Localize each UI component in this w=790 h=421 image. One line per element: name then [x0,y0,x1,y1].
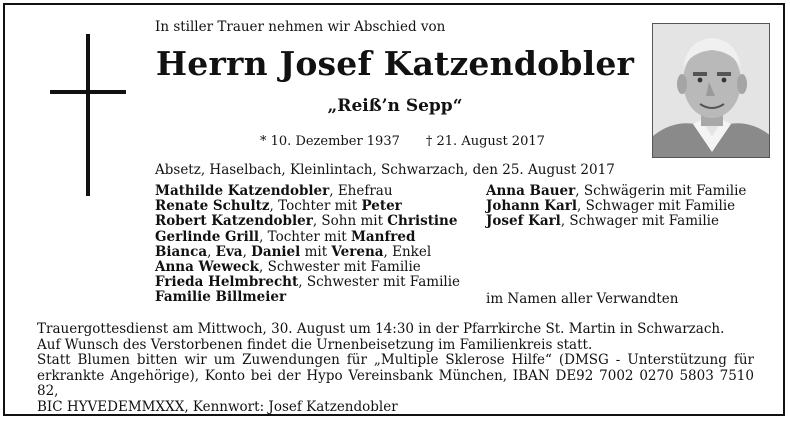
service-info [37,322,754,415]
mourner-line: Frieda Helmbrecht, Schwester mit Familie [155,274,461,291]
service-line: Trauergottesdienst am Mittwoch, 30. August um 14:30 in der Pfarrkirche St. Martin in Schwarzach. [37,321,725,337]
birth-date: * 10. Dezember 1937 [260,134,400,149]
mourner-line: Anna Bauer, Schwägerin mit Familie [486,183,747,199]
location-date: Absetz, Haselbach, Kleinlintach, Schwarzach, den 25. August 2017 [155,162,615,178]
mourner-line: Mathilde Katzendobler, Ehefrau [155,183,393,199]
nickname: „Reiß’n Sepp“ [327,96,463,116]
portrait-photo [652,23,770,158]
mourner-line: Johann Karl, Schwager mit Familie [486,198,736,215]
mourner-line: Anna Weweck, Schwester mit Familie [155,259,421,276]
closing-text: im Namen aller Verwandten [486,291,679,307]
mourner-line: Renate Schultz, Tochter mit Peter [155,198,402,215]
donation-line: Statt Blumen bitten wir um Zuwendungen für „Multiple Sklerose Hilfe“ (DMSG - Unterstützung für erkrankte Angehörige), Konto bei der Hypo Vereinsbank München, IBAN DE92 7002 0270 5803 7510 82, [37,352,754,399]
mourners-list-right [486,184,746,230]
mourner-line: Bianca, Eva, Daniel mit Verena, Enkel [155,243,432,260]
donation-line-2: BIC HYVEDEMMXXX, Kennwort: Josef Katzendobler [37,398,398,415]
life-dates [260,134,571,149]
deceased-name: Herrn Josef Katzendobler [155,44,635,83]
urn-line: Auf Wunsch des Verstorbenen findet die Urnenbeisetzung im Familienkreis statt. [37,336,593,353]
mourner-line: Robert Katzendobler, Sohn mit Christine [155,213,458,230]
mourners-list-left [155,184,460,306]
mourner-line: Familie Billmeier [155,289,287,306]
mourner-line: Josef Karl, Schwager mit Familie [486,213,719,230]
mourner-line: Gerlinde Grill, Tochter mit Manfred [155,228,416,245]
death-date: † 21. August 2017 [425,134,545,149]
intro-text: In stiller Trauer nehmen wir Abschied von [155,19,446,35]
